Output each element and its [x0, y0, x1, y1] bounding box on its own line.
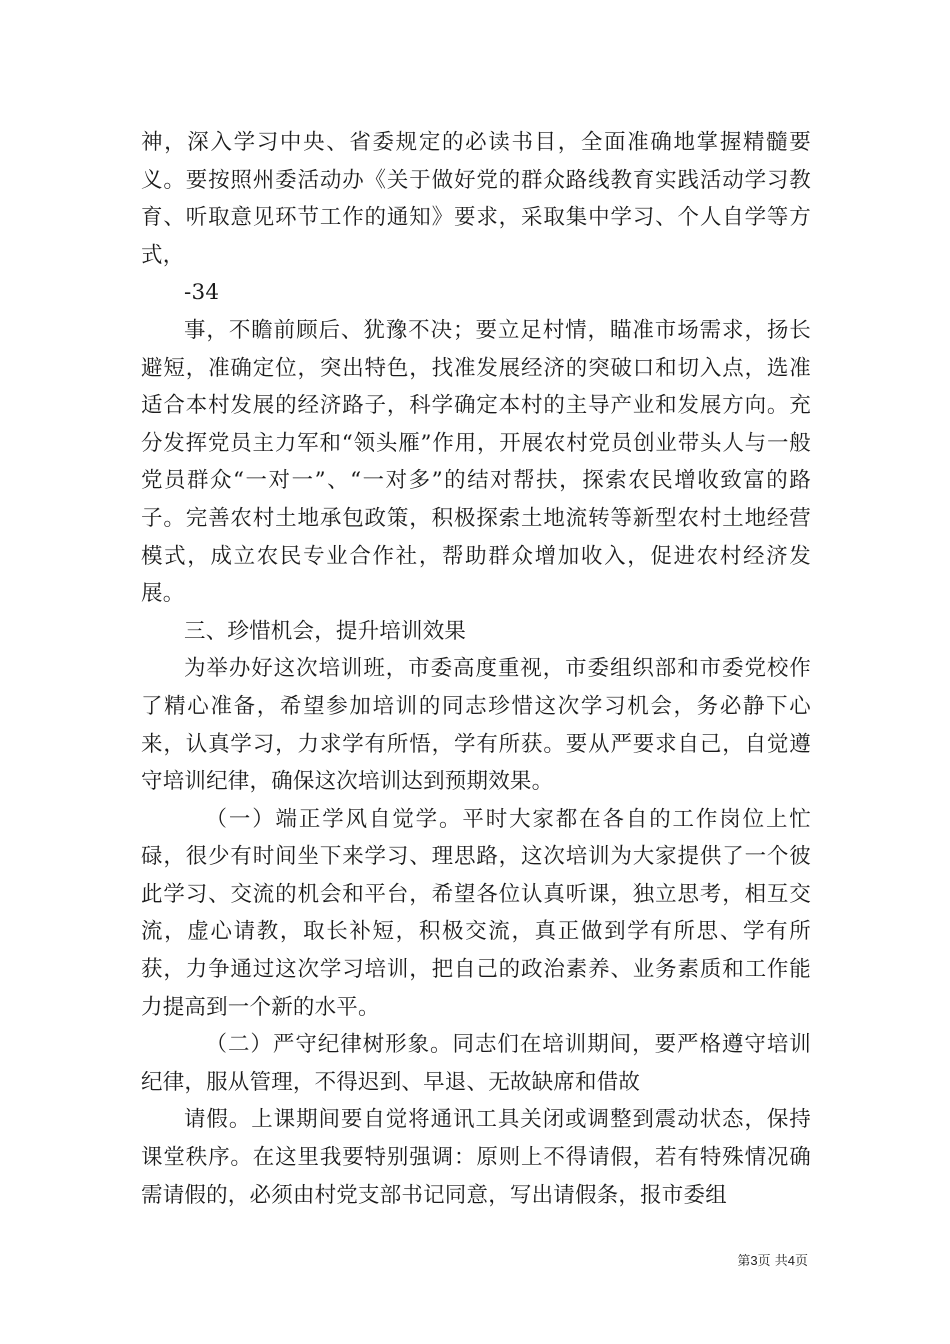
paragraph-leave-rules: 请假。上课期间要自觉将通讯工具关闭或调整到震动状态，保持课堂秩序。在这里我要特别强调：原则上不得请假，若有特殊情况确需请假的，必须由村党支部书记同意，写出请假条，报市委组 [141, 1107, 811, 1208]
footer-current-page: 3 [750, 1253, 758, 1268]
footer-middle: 页 共 [757, 1254, 788, 1269]
footer-total-pages: 4 [787, 1253, 795, 1268]
paragraph-rural-economy: 事，不瞻前顾后、犹豫不决；要立足村情，瞄准市场需求，扬长避短，准确定位，突出特色，找准发展经济的突破口和切入点，选准适合本村发展的经济路子，科学确定本村的主导产业和发展方向。充分发挥党员主力军和“领头雁”作用，开展农村党员创业带头人与一般党员群众“一对一”、“一对多”的结对帮扶，探索农民增收致富的路子。完善农村土地承包政策，积极探索土地流转等新型农村土地经营模式，成立农民专业合作社，帮助群众增加收入，促进农村经济发展。 [141, 317, 811, 607]
section-heading-three: 三、珍惜机会，提升培训效果 [184, 618, 467, 644]
paragraph-discipline: （二）严守纪律树形象。同志们在培训期间，要严格遵守培训纪律，服从管理，不得迟到、早退、无故缺席和借故 [141, 1032, 811, 1095]
footer-suffix: 页 [794, 1254, 808, 1269]
paragraph-page-marker: -34 [184, 280, 220, 306]
footer-prefix: 第 [737, 1254, 751, 1269]
page-footer [737, 1250, 808, 1269]
paragraph-study-style: （一）端正学风自觉学。平时大家都在各自的工作岗位上忙碌，很少有时间坐下来学习、理思路，这次培训为大家提供了一个彼此学习、交流的机会和平台，希望各位认真听课，独立思考，相互交流，虚心请教，取长补短，积极交流，真正做到学有所思、学有所获，力争通过这次学习培训，把自己的政治素养、业务素质和工作能力提高到一个新的水平。 [141, 806, 811, 1020]
paragraph-study-methods: 神，深入学习中央、省委规定的必读书目，全面准确地掌握精髓要义。要按照州委活动办《关于做好党的群众路线教育实践活动学习教育、听取意见环节工作的通知》要求，采取集中学习、个人自学等方式， [141, 130, 811, 268]
paragraph-training-intro: 为举办好这次培训班，市委高度重视，市委组织部和市委党校作了精心准备，希望参加培训的同志珍惜这次学习机会，务必静下心来，认真学习，力求学有所悟，学有所获。要从严要求自己，自觉遵守培训纪律，确保这次培训达到预期效果。 [141, 656, 811, 795]
document-body [141, 124, 811, 1214]
